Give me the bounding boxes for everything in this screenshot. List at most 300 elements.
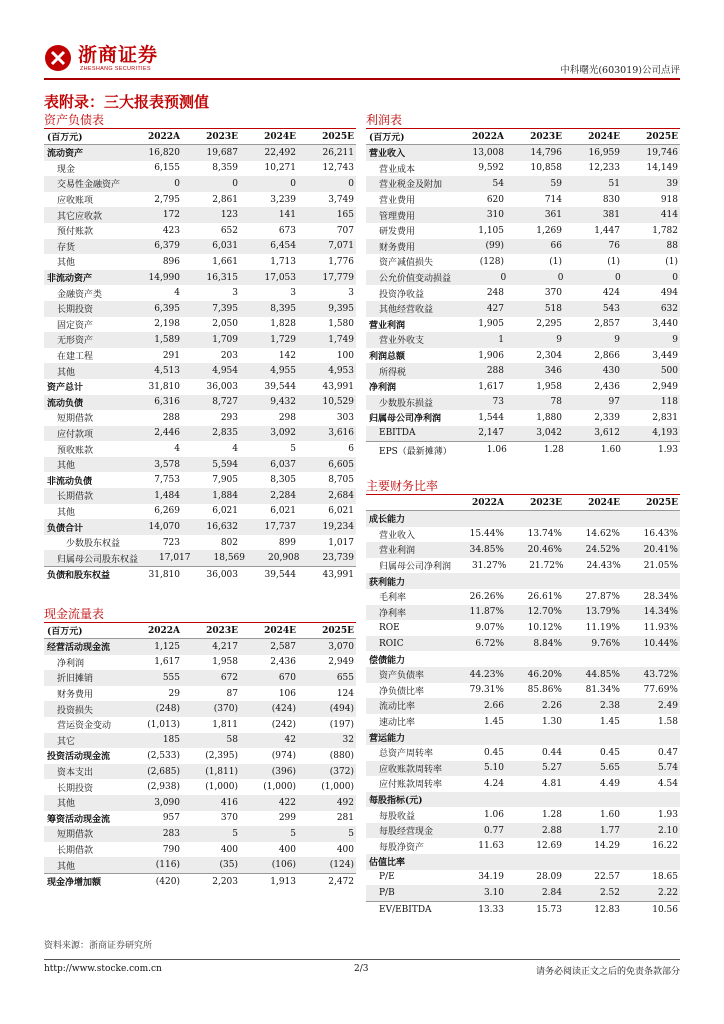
cell-value: 346 — [544, 366, 562, 377]
cell-value: 58 — [226, 735, 238, 746]
cell-value: 3,449 — [652, 350, 678, 361]
cell-value: 9 — [556, 334, 562, 345]
cell-value: 17,053 — [264, 272, 296, 283]
cell-value: 2.26 — [541, 700, 562, 711]
cell-value: 106 — [278, 688, 296, 699]
cell-value: 5 — [290, 444, 296, 455]
cell-value: 31,810 — [148, 569, 180, 580]
unit-label: (百万元) — [369, 133, 405, 143]
cell-value: 0 — [500, 272, 507, 283]
row-label: 无形资产 — [57, 336, 94, 347]
cell-value: 11.87% — [469, 607, 504, 618]
cell-value: 14,070 — [148, 522, 180, 533]
row-label: 营业利润 — [379, 546, 416, 557]
cell-value: 20,908 — [268, 553, 300, 564]
cell-value: 1,105 — [478, 225, 504, 236]
row-label: 获利能力 — [369, 577, 406, 588]
row-label: P/E — [379, 872, 395, 883]
cell-value: 400 — [336, 844, 354, 855]
cell-value: 31.27% — [471, 560, 507, 571]
table-row — [44, 748, 356, 764]
table-row — [44, 363, 356, 379]
cell-value: 298 — [278, 412, 296, 423]
cell-value: 44.85% — [585, 669, 620, 680]
cell-value: 16,315 — [206, 272, 238, 283]
cell-value: 43,991 — [322, 569, 354, 580]
cell-value: 100 — [336, 350, 354, 361]
table-row — [44, 488, 356, 504]
cell-value: 400 — [278, 844, 296, 855]
cell-value: 77.69% — [643, 685, 678, 696]
zheshang-logo-icon — [44, 44, 72, 72]
cell-value: 14,149 — [646, 163, 678, 174]
cell-value: 1,811 — [212, 719, 238, 730]
table-row — [44, 301, 356, 317]
cell-value: 4 — [232, 444, 238, 455]
row-label: 非流动负债 — [47, 476, 93, 487]
table-row — [366, 901, 680, 918]
row-label: 长期投资 — [57, 305, 94, 316]
cell-value: (124) — [329, 860, 354, 871]
cell-value: 9.07% — [475, 622, 504, 633]
cell-value: 492 — [336, 797, 354, 808]
cell-value: 5 — [232, 828, 238, 839]
row-label: 营业税金及附加 — [379, 180, 443, 191]
cell-value: 2,831 — [652, 412, 678, 423]
cell-value: 655 — [336, 672, 354, 683]
cell-value: 672 — [220, 672, 238, 683]
cell-value: (372) — [329, 766, 354, 777]
cell-value: 1,906 — [478, 350, 504, 361]
cell-value: 0 — [348, 178, 354, 189]
cell-value: (1,811) — [205, 766, 238, 777]
column-header: 2025E — [646, 131, 678, 142]
cell-value: 8,359 — [212, 163, 238, 174]
table-row — [366, 363, 680, 379]
cell-value: 0 — [557, 272, 564, 283]
cell-value: 5.65 — [599, 763, 620, 774]
table-row — [366, 270, 680, 286]
row-label: 其他 — [57, 861, 76, 872]
table-row — [366, 441, 680, 458]
cell-value: 12,743 — [322, 163, 354, 174]
cell-value: 1.06 — [483, 810, 504, 821]
table-row — [44, 254, 356, 270]
cell-value: 1,713 — [270, 256, 296, 267]
cell-value: 26.26% — [469, 591, 504, 602]
row-label: 投资活动现金流 — [47, 752, 111, 763]
table-row — [44, 857, 356, 873]
footer-disclaimer: 请务必阅读正文之后的免责条款部分 — [535, 967, 680, 977]
cell-value: 203 — [220, 350, 238, 361]
row-label: 资产总计 — [47, 383, 84, 394]
column-header: 2022A — [147, 625, 180, 636]
cell-value: 10,529 — [322, 397, 354, 408]
cell-value: 6,021 — [270, 506, 296, 517]
table-row — [44, 779, 356, 795]
cell-value: 4,217 — [212, 641, 238, 652]
table-row — [44, 457, 356, 473]
table-row — [366, 792, 680, 808]
row-label: 负债合计 — [47, 523, 84, 534]
row-label: 每股净资产 — [379, 842, 425, 853]
row-label: 速动比率 — [379, 718, 416, 729]
cell-value: 81.34% — [585, 685, 620, 696]
row-label: 应付款项 — [57, 429, 94, 440]
cell-value: 124 — [336, 688, 354, 699]
page-title: 表附录：三大报表预测值 — [44, 93, 210, 111]
cell-value: 3,070 — [328, 641, 354, 652]
table-row — [366, 192, 680, 208]
table-row — [44, 701, 356, 717]
table-row — [366, 823, 680, 839]
cell-value: 291 — [162, 350, 180, 361]
cell-value: 24.43% — [586, 560, 621, 571]
cell-value: 5.74 — [657, 763, 678, 774]
cell-value: 6,269 — [154, 506, 180, 517]
cell-value: (880) — [329, 750, 354, 761]
cell-value: 19,687 — [206, 147, 238, 158]
row-label: 金融资产类 — [57, 289, 103, 300]
cell-value: 3 — [232, 288, 238, 299]
cell-value: 0.45 — [483, 747, 504, 758]
cell-value: 36,003 — [206, 381, 238, 392]
cell-value: 802 — [220, 537, 238, 548]
table-row — [44, 176, 356, 192]
row-label: 净利率 — [379, 608, 407, 619]
cell-value: 1.93 — [657, 445, 678, 456]
cell-value: 3,239 — [270, 194, 296, 205]
cell-value: 8,705 — [328, 475, 354, 486]
cell-value: 2,472 — [328, 876, 354, 887]
cell-value: 4,193 — [652, 428, 678, 439]
cell-value: 2,284 — [270, 490, 296, 501]
cell-value: 31,810 — [148, 381, 180, 392]
cell-value: 2,436 — [594, 381, 620, 392]
cell-value: 26,211 — [322, 147, 354, 158]
cell-value: 423 — [162, 225, 180, 236]
column-header: 2022A — [147, 131, 180, 142]
row-label: 净负债比率 — [379, 686, 425, 697]
cell-value: 2,857 — [594, 319, 620, 330]
cell-value: 1.28 — [541, 810, 562, 821]
cell-value: 17,737 — [264, 522, 296, 533]
cashflow-table — [44, 606, 356, 890]
cell-value: 494 — [660, 288, 678, 299]
cell-value: 16,632 — [206, 522, 238, 533]
row-label: 营业成本 — [379, 164, 416, 175]
cell-value: 17,017 — [159, 553, 191, 564]
table-row — [44, 873, 356, 890]
table-row — [366, 145, 680, 161]
cell-value: 7,905 — [212, 475, 238, 486]
column-header: 2024E — [588, 497, 620, 508]
table-row — [44, 270, 356, 286]
cell-value: 918 — [660, 194, 678, 205]
cell-value: 11.93% — [643, 622, 678, 633]
cell-value: 36,003 — [206, 569, 238, 580]
cell-value: 896 — [162, 256, 180, 267]
table-row — [366, 605, 680, 621]
row-label: P/B — [379, 888, 395, 899]
row-label: 流动资产 — [47, 149, 84, 160]
table-row — [366, 667, 680, 683]
row-label: ROIC — [379, 638, 404, 649]
cell-value: 6,454 — [270, 241, 296, 252]
cell-value: 9,432 — [270, 397, 296, 408]
cell-value: 78 — [550, 397, 562, 408]
row-label: 预付账款 — [57, 227, 94, 238]
cell-value: 1,884 — [212, 490, 238, 501]
cell-value: 310 — [486, 210, 504, 221]
cell-value: 1,617 — [154, 657, 180, 668]
cell-value: 16.22 — [652, 841, 678, 852]
column-header: 2025E — [646, 497, 678, 508]
cell-value: 1,269 — [536, 225, 562, 236]
column-header: 2025E — [322, 131, 354, 142]
row-label: 其他 — [57, 507, 76, 518]
cell-value: (197) — [329, 719, 354, 730]
cell-value: 422 — [278, 797, 296, 808]
table-row — [44, 795, 356, 811]
cell-value: 165 — [336, 210, 354, 221]
cell-value: 16,959 — [588, 147, 620, 158]
cell-value: 34.85% — [469, 544, 504, 555]
cell-value: (1) — [549, 256, 562, 267]
cell-value: 1,544 — [478, 412, 504, 423]
cell-value: 4.81 — [541, 778, 562, 789]
cell-value: (420) — [155, 876, 180, 887]
cell-value: 15.44% — [469, 529, 504, 540]
row-label: 非流动资产 — [47, 274, 93, 285]
table-row — [44, 161, 356, 177]
cell-value: 42 — [284, 735, 296, 746]
cell-value: 5.27 — [541, 763, 562, 774]
cell-value: 10.44% — [643, 638, 678, 649]
cell-value: 543 — [602, 303, 620, 314]
cell-value: (396) — [271, 766, 296, 777]
cell-value: 6,395 — [154, 303, 180, 314]
cell-value: (242) — [271, 719, 296, 730]
cell-value: 0 — [174, 178, 180, 189]
cell-value: (1,000) — [205, 782, 238, 793]
cell-value: 2.49 — [657, 700, 678, 711]
cell-value: 12,233 — [588, 163, 620, 174]
cell-value: 0 — [672, 272, 679, 283]
table-row — [366, 511, 680, 527]
cell-value: 88 — [666, 241, 678, 252]
cell-value: 1.58 — [657, 716, 678, 727]
cell-value: 43,991 — [322, 381, 354, 392]
row-label: 其他 — [57, 367, 76, 378]
row-label: 其他 — [57, 258, 76, 269]
cell-value: 3,440 — [652, 319, 678, 330]
row-label: 所得税 — [379, 367, 407, 378]
row-label: 其他 — [57, 799, 76, 810]
cell-value: 1,484 — [154, 490, 180, 501]
row-label: 短期借款 — [57, 414, 94, 425]
cell-value: 172 — [162, 210, 180, 221]
page-number: 2/3 — [354, 964, 369, 974]
table-row — [366, 410, 680, 426]
cell-value: 5.10 — [483, 763, 504, 774]
cell-value: 416 — [220, 797, 238, 808]
cell-value: 2,446 — [154, 428, 180, 439]
cell-value: 288 — [486, 366, 504, 377]
header-divider — [44, 78, 680, 80]
cell-value: 6,605 — [328, 459, 354, 470]
cell-value: 707 — [336, 225, 354, 236]
cell-value: (2,938) — [147, 782, 180, 793]
row-label: 净利润 — [57, 658, 85, 669]
cell-value: 11.63 — [478, 841, 504, 852]
row-label: 长期借款 — [57, 846, 94, 857]
cell-value: 9 — [614, 334, 620, 345]
table-row — [44, 472, 356, 488]
cell-value: 9,395 — [328, 303, 354, 314]
row-label: 长期投资 — [57, 783, 94, 794]
row-label: 固定资产 — [57, 320, 94, 331]
row-label: 其它应收款 — [57, 211, 103, 222]
cell-value: (128) — [479, 256, 504, 267]
cell-value: 1,828 — [270, 319, 296, 330]
table-row — [44, 566, 356, 583]
cell-value: 3,090 — [154, 797, 180, 808]
table-row — [44, 192, 356, 208]
row-label: 在建工程 — [57, 352, 94, 363]
cell-value: 2.88 — [541, 825, 562, 836]
cell-value: 1,661 — [212, 256, 238, 267]
row-label: 经营活动现金流 — [47, 643, 111, 654]
cell-value: 2,304 — [536, 350, 562, 361]
cell-value: 899 — [278, 537, 296, 548]
table-row — [366, 714, 680, 730]
cell-value: (106) — [271, 860, 296, 871]
row-label: 营业利润 — [369, 320, 406, 331]
cell-value: 2,203 — [212, 876, 238, 887]
row-label: EPS（最新摊薄） — [379, 446, 452, 457]
cell-value: 3.10 — [483, 888, 504, 899]
row-label: 现金 — [57, 164, 76, 175]
cell-value: 7,753 — [154, 475, 180, 486]
table-row — [44, 811, 356, 827]
cell-value: 2,866 — [594, 350, 620, 361]
cell-value: 85.86% — [527, 685, 562, 696]
cell-value: 1.60 — [599, 810, 620, 821]
cell-value: 14,990 — [148, 272, 180, 283]
cell-value: 370 — [544, 288, 562, 299]
row-label: EBITDA — [379, 428, 416, 439]
cell-value: 2.52 — [599, 888, 620, 899]
cell-value: 3 — [348, 288, 354, 299]
row-label: 折旧摊销 — [57, 674, 94, 685]
section-title: 主要财务比率 — [366, 478, 680, 495]
cell-value: 1.45 — [599, 716, 620, 727]
column-header: 2023E — [206, 131, 238, 142]
table-row — [366, 558, 680, 574]
cell-value: 281 — [336, 813, 354, 824]
report-tag: 中科曙光(603019)公司点评 — [560, 65, 680, 76]
row-label: 归属母公司净利润 — [379, 562, 452, 573]
cell-value: (424) — [271, 704, 296, 715]
cell-value: 248 — [486, 288, 504, 299]
cell-value: (248) — [155, 704, 180, 715]
cell-value: 29 — [168, 688, 180, 699]
cell-value: 12.83 — [594, 904, 620, 915]
cell-value: 8.84% — [533, 638, 562, 649]
cell-value: 1,782 — [652, 225, 678, 236]
cell-value: (1) — [665, 256, 678, 267]
cell-value: 430 — [602, 366, 620, 377]
cell-value: 370 — [220, 813, 238, 824]
cell-value: 11.19% — [585, 622, 620, 633]
cell-value: 2,436 — [270, 657, 296, 668]
row-label: 资产负债率 — [379, 671, 425, 682]
row-label: 每股指标(元) — [369, 795, 423, 806]
cell-value: 2,949 — [652, 381, 678, 392]
cell-value: 76 — [608, 241, 620, 252]
table-row — [44, 223, 356, 239]
cell-value: 830 — [602, 194, 620, 205]
cell-value: 17,779 — [322, 272, 354, 283]
cell-value: 283 — [162, 828, 180, 839]
column-header: 2024E — [264, 625, 296, 636]
table-row — [44, 550, 356, 566]
table-row — [366, 807, 680, 823]
cell-value: 1,913 — [270, 876, 296, 887]
row-label: 营业外收支 — [379, 336, 425, 347]
cell-value: 673 — [278, 225, 296, 236]
table-row — [44, 670, 356, 686]
cell-value: 723 — [162, 537, 180, 548]
cell-value: 118 — [660, 397, 678, 408]
cell-value: 34.19 — [478, 872, 504, 883]
income-statement-table — [366, 112, 680, 458]
cell-value: (1,000) — [321, 782, 354, 793]
cell-value: 2,795 — [154, 194, 180, 205]
cell-value: 3 — [290, 288, 296, 299]
cell-value: 6,155 — [154, 163, 180, 174]
row-label: 投资净收益 — [379, 289, 425, 300]
row-label: 应收账款周转率 — [379, 764, 443, 775]
cell-value: 1.60 — [600, 445, 621, 456]
cell-value: 10.12% — [527, 622, 562, 633]
cell-value: 13.74% — [527, 529, 562, 540]
cell-value: 1 — [498, 334, 504, 345]
column-header: 2022A — [471, 497, 504, 508]
row-label: 流动比率 — [379, 702, 416, 713]
cell-value: 3,612 — [594, 428, 620, 439]
row-label: 公允价值变动损益 — [379, 274, 452, 285]
column-header: 2023E — [206, 625, 238, 636]
row-label: 预收账款 — [57, 445, 94, 456]
cell-value: 2.84 — [541, 888, 562, 899]
column-header: 2024E — [264, 131, 296, 142]
cell-value: 790 — [162, 844, 180, 855]
footer-website-link[interactable]: http://www.stocke.com.cn — [44, 964, 162, 974]
cell-value: 1.28 — [543, 445, 564, 456]
cell-value: (1,000) — [263, 782, 296, 793]
unit-label: (百万元) — [47, 133, 83, 143]
cell-value: 632 — [660, 303, 678, 314]
cell-value: 3,749 — [328, 194, 354, 205]
cell-value: 518 — [544, 303, 562, 314]
row-label: 投资损失 — [57, 705, 94, 716]
cell-value: 4 — [174, 288, 180, 299]
cell-value: 2,949 — [328, 657, 354, 668]
unit-label: (百万元) — [47, 627, 83, 637]
cell-value: 20.41% — [643, 544, 678, 555]
